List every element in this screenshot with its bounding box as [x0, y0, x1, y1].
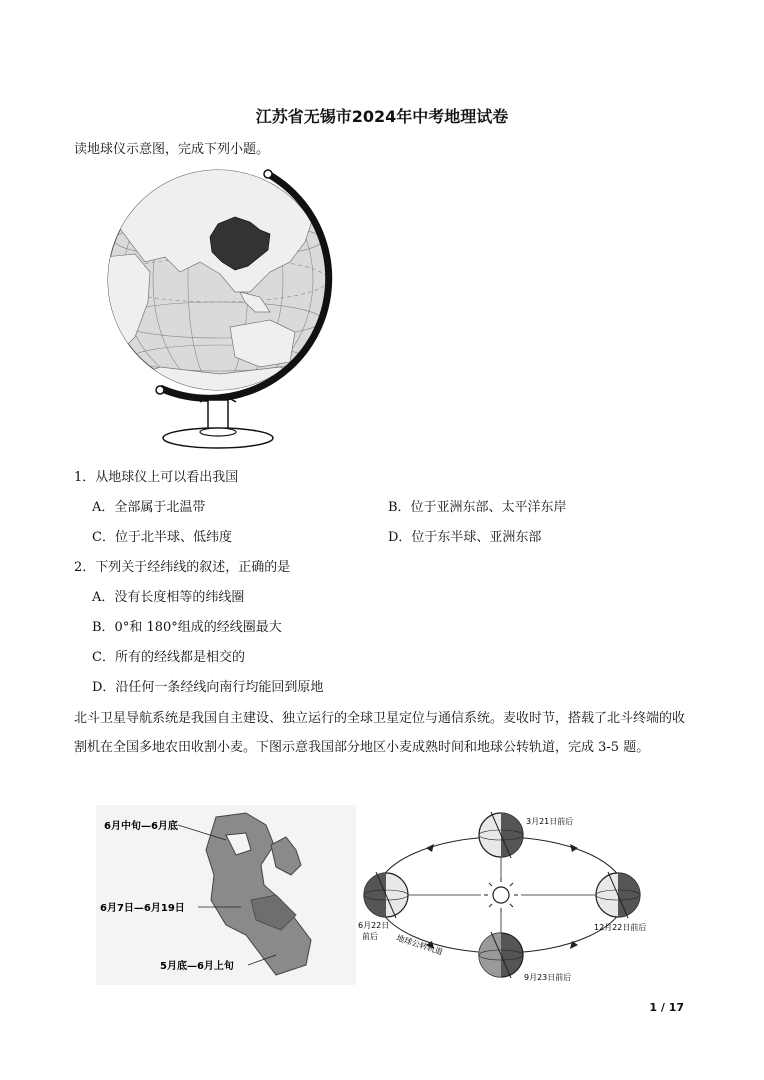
q1-option-a: A．全部属于北温带: [92, 500, 206, 515]
earth-orbit-figure: [356, 800, 656, 990]
wheat-map-figure: [96, 805, 356, 985]
q1-option-c: C．位于北半球、低纬度: [92, 530, 232, 545]
earth-icon-dec22: [596, 872, 640, 918]
intro-text: 读地球仪示意图，完成下列小题。: [74, 142, 270, 157]
q1-stem: 1．从地球仪上可以看出我国: [74, 470, 239, 485]
globe-figure: [100, 162, 345, 462]
map-label-zone3: 5月底—6月上旬: [160, 961, 234, 972]
passage-text: 北斗卫星导航系统是我国自主建设、独立运行的全球卫星定位与通信系统。麦收时节，搭载了北斗终端的收割机在全国多地农田收割小麦。下图示意我国部分地区小麦成熟时间和地球公转轨道，完成 3-5 题。: [74, 711, 686, 755]
earth-icon-jun22: [364, 872, 408, 918]
orbit-label-jun22-a: 6月22日: [358, 921, 390, 930]
orbit-label-dec22: 12月22日前后: [594, 923, 647, 932]
q2-stem: 2．下列关于经纬线的叙述，正确的是: [74, 560, 291, 575]
q1-option-d: D．位于东半球、亚洲东部: [388, 530, 542, 545]
q2-option-c: C．所有的经线都是相交的: [92, 650, 245, 665]
earth-icon-sep23: [479, 932, 523, 978]
q1-option-b: B．位于亚洲东部、太平洋东岸: [388, 500, 567, 515]
page-number: 1 / 17: [649, 1001, 684, 1014]
q2-option-b: B．0°和 180°组成的经线圈最大: [92, 620, 282, 635]
earth-icon-mar21: [479, 812, 523, 858]
map-label-zone1: 6月中旬—6月底: [104, 821, 178, 832]
map-label-zone2: 6月7日—6月19日: [100, 903, 185, 914]
q2-option-d: D．沿任何一条经线向南行均能回到原地: [92, 680, 324, 695]
orbit-label-sep23: 9月23日前后: [524, 973, 572, 982]
page-title: 江苏省无锡市2024年中考地理试卷: [255, 107, 509, 126]
orbit-label-mar21: 3月21日前后: [526, 817, 574, 826]
q2-option-a: A．没有长度相等的纬线圈: [92, 590, 245, 605]
sun-icon: [484, 878, 518, 912]
orbit-label-path: 地球公转轨道: [395, 933, 444, 957]
orbit-label-jun22-b: 前后: [362, 932, 378, 941]
